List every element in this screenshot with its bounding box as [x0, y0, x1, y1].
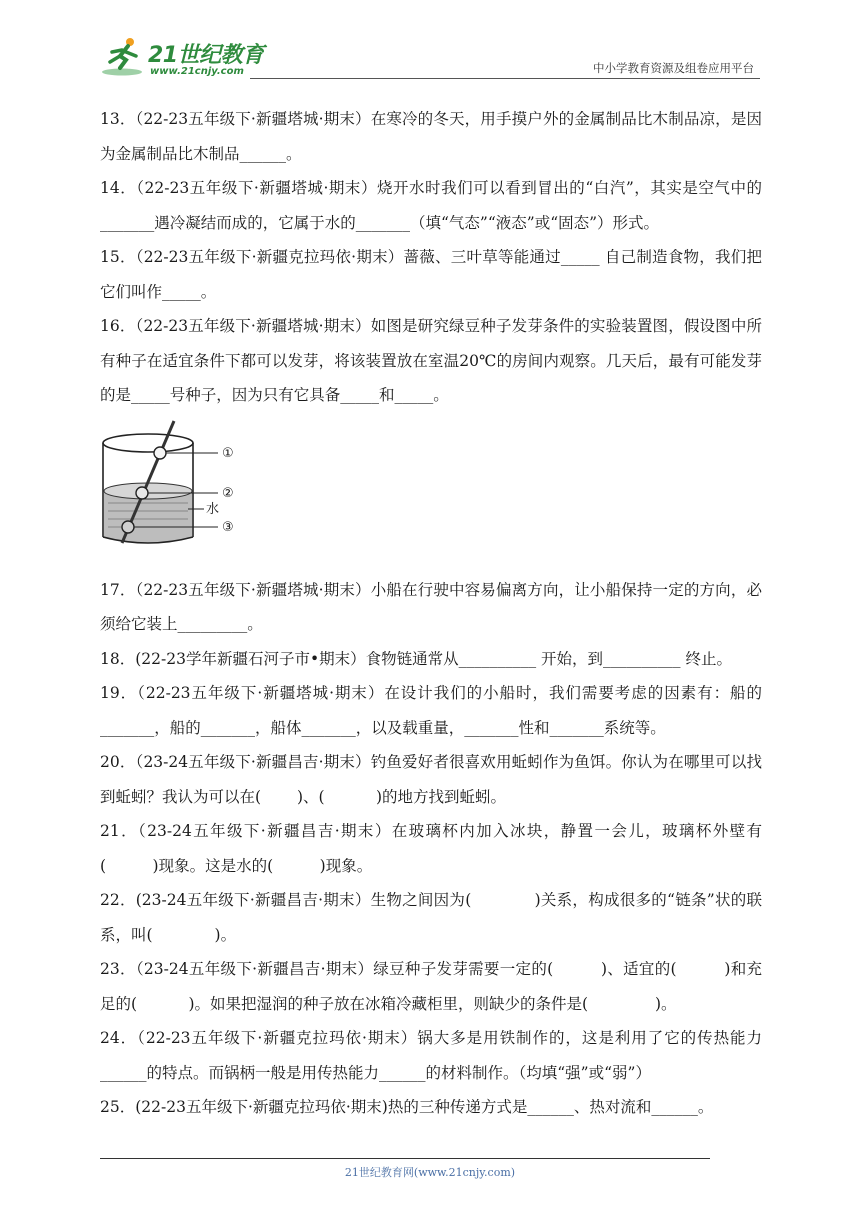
logo-url: www.21cnjy.com	[150, 66, 244, 77]
question-23: 23．（23-24五年级下·新疆昌吉·期末）绿豆种子发芽需要一定的( )、适宜的( )和充足的( )。如果把湿润的种子放在冰箱冷藏柜里，则缺少的条件是( )。	[100, 960, 762, 1013]
question-list	[100, 102, 762, 1125]
figure-label-1: ①	[222, 445, 234, 461]
question-24: 24．（22-23五年级下·新疆克拉玛依·期末）锅大多是用铁制作的，这是利用了它的传热能力______的特点。而锅柄一般是用传热能力______的材料制作。（均填“强”或“弱”）	[100, 1029, 762, 1082]
logo-text: 21世纪教育	[148, 43, 264, 68]
figure-label-2: ②	[222, 485, 234, 501]
figure-label-3: ③	[222, 519, 234, 535]
footer-divider	[100, 1158, 710, 1159]
header-divider	[250, 78, 760, 79]
question-22: 22．(23-24五年级下·新疆昌吉·期末）生物之间因为( )关系，构成很多的“链条”状的联系，叫( )。	[100, 891, 762, 944]
figure-label-water: 水	[206, 501, 220, 517]
runner-logo-icon	[100, 34, 148, 78]
question-17: 17．（22-23五年级下·新疆塔城·期末）小船在行驶中容易偏离方向，让小船保持一定的方向，必须给它装上_________。	[100, 580, 762, 633]
question-20: 20．（23-24五年级下·新疆昌吉·期末）钓鱼爱好者很喜欢用蚯蚓作为鱼饵。你认为在哪里可以找到蚯蚓？我认为可以在( )、( )的地方找到蚯蚓。	[100, 753, 762, 806]
question-18: 18．(22-23学年新疆石河子市•期末）食物链通常从__________ 开始，到__________ 终止。	[100, 649, 732, 668]
question-21: 21．（23-24五年级下·新疆昌吉·期末）在玻璃杯内加入冰块，静置一会儿，玻璃杯外壁有( )现象。这是水的( )现象。	[100, 822, 762, 875]
question-16: 16．（22-23五年级下·新疆塔城·期末）如图是研究绿豆种子发芽条件的实验装置图，假设图中所有种子在适宜条件下都可以发芽，将该装置放在室温20℃的房间内观察。几天后，最有可能发芽的是_____号种子，因为只有它具备_____和_____。	[100, 317, 762, 404]
page-header	[100, 30, 760, 80]
question-25: 25．(22-23五年级下·新疆克拉玛依·期末)热的三种传递方式是______、热对流和______。	[100, 1098, 714, 1116]
site-logo[interactable]	[100, 34, 270, 78]
question-13: 13．（22-23五年级下·新疆塔城·期末）在寒冷的冬天，用手摸户外的金属制品比木制品凉，是因为金属制品比木制品______。	[100, 110, 762, 163]
question-14: 14．（22-23五年级下·新疆塔城·期末）烧开水时我们可以看到冒出的“白汽”，其实是空气中的_______遇冷凝结而成的，它属于水的_______（填“气态”“液态”或“固态”）形式。	[100, 179, 762, 232]
footer-text[interactable]: 21世纪教育网(www.21cnjy.com)	[344, 1166, 516, 1179]
question-19: 19．（22-23五年级下·新疆塔城·期末）在设计我们的小船时，我们需要考虑的因素有：船的_______，船的_______，船体_______，以及载重量，_______性和_______系统等。	[100, 684, 762, 737]
platform-name: 中小学教育资源及组卷应用平台	[593, 61, 754, 75]
bean-experiment-figure	[100, 413, 762, 573]
question-15: 15．（22-23五年级下·新疆克拉玛依·期末）蔷薇、三叶草等能通过_____ 自己制造食物，我们把它们叫作_____。	[100, 248, 762, 301]
